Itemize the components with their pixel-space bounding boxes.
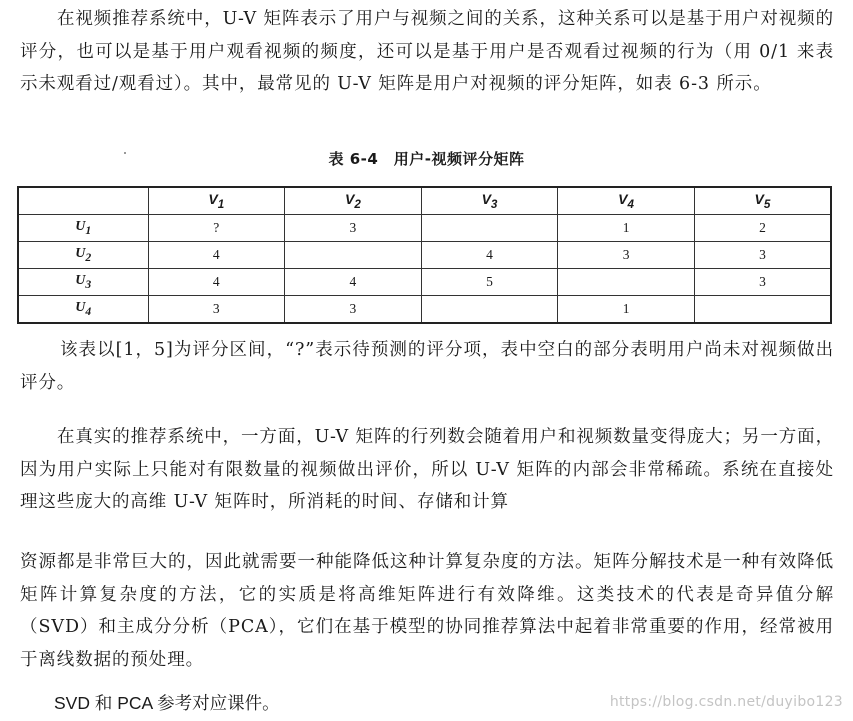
source-watermark: https://blog.csdn.net/duyibo123 <box>609 694 843 710</box>
rating-cell: 1 <box>558 215 695 242</box>
rating-cell <box>694 296 831 324</box>
rating-cell: 3 <box>148 296 285 324</box>
sparsity-paragraph: 在真实的推荐系统中，一方面，U-V 矩阵的行列数会随着用户和视频数量变得庞大；另一方面，因为用户实际上只能对有限数量的视频做出评价，所以 U-V 矩阵的内部会非常稀疏。系统在直接处理这些庞大的高维 U-V 矩阵时，所消耗的时间、存储和计算 <box>20 427 834 512</box>
column-header: $V_4$ <box>558 187 695 215</box>
column-header: $V_2$ <box>285 187 422 215</box>
row-header: $U_4$ <box>18 296 148 324</box>
rating-cell: 2 <box>694 215 831 242</box>
row-header: $U_2$ <box>18 242 148 269</box>
rating-cell: ? <box>148 215 285 242</box>
rating-cell: 3 <box>694 242 831 269</box>
rating-cell: 3 <box>694 269 831 296</box>
table-row <box>18 215 831 242</box>
rating-cell: 3 <box>558 242 695 269</box>
rating-cell <box>421 296 558 324</box>
table-header-row <box>18 187 831 215</box>
rating-cell: 3 <box>285 215 422 242</box>
rating-cell: 4 <box>148 242 285 269</box>
rating-cell: 3 <box>285 296 422 324</box>
matrix-factorization-paragraph: 资源都是非常巨大的，因此就需要一种能降低这种计算复杂度的方法。矩阵分解技术是一种有效降低矩阵计算复杂度的方法，它的实质是将高维矩阵进行有效降维。这类技术的代表是奇异值分解（SVD）和主成分分析（PCA），它们在基于模型的协同推荐算法中起着非常重要的作用，经常被用于离线数据的预处理。 <box>20 552 834 670</box>
intro-paragraph: 在视频推荐系统中，U-V 矩阵表示了用户与视频之间的关系，这种关系可以是基于用户对视频的评分，也可以是基于用户观看视频的频度，还可以是基于用户是否观看过视频的行为（用 0/1 来表示未观看过/观看过）。其中，最常见的 U-V 矩阵是用户对视频的评分矩阵，如表 6-3 所示。 <box>20 9 834 94</box>
rating-cell: 1 <box>558 296 695 324</box>
table-row <box>18 296 831 324</box>
table-row <box>18 242 831 269</box>
rating-cell: 4 <box>421 242 558 269</box>
rating-cell: 4 <box>285 269 422 296</box>
column-header: $V_1$ <box>148 187 285 215</box>
column-header: $V_5$ <box>694 187 831 215</box>
row-header: $U_3$ <box>18 269 148 296</box>
rating-matrix-table <box>17 186 832 324</box>
rating-cell <box>421 215 558 242</box>
rating-cell: 4 <box>148 269 285 296</box>
rating-cell <box>285 242 422 269</box>
row-header: $U_1$ <box>18 215 148 242</box>
table-explanation-paragraph: 该表以[1，5]为评分区间，“?”表示待预测的评分项，表中空白的部分表明用户尚未对视频做出评分。 <box>20 340 834 393</box>
rating-cell <box>558 269 695 296</box>
column-header: $V_3$ <box>421 187 558 215</box>
table-caption: 表 6-4 用户-视频评分矩阵 <box>328 150 525 168</box>
rating-cell: 5 <box>421 269 558 296</box>
courseware-note: SVD 和 PCA 参考对应课件。 <box>54 693 280 713</box>
corner-cell <box>18 187 148 215</box>
table-row <box>18 269 831 296</box>
